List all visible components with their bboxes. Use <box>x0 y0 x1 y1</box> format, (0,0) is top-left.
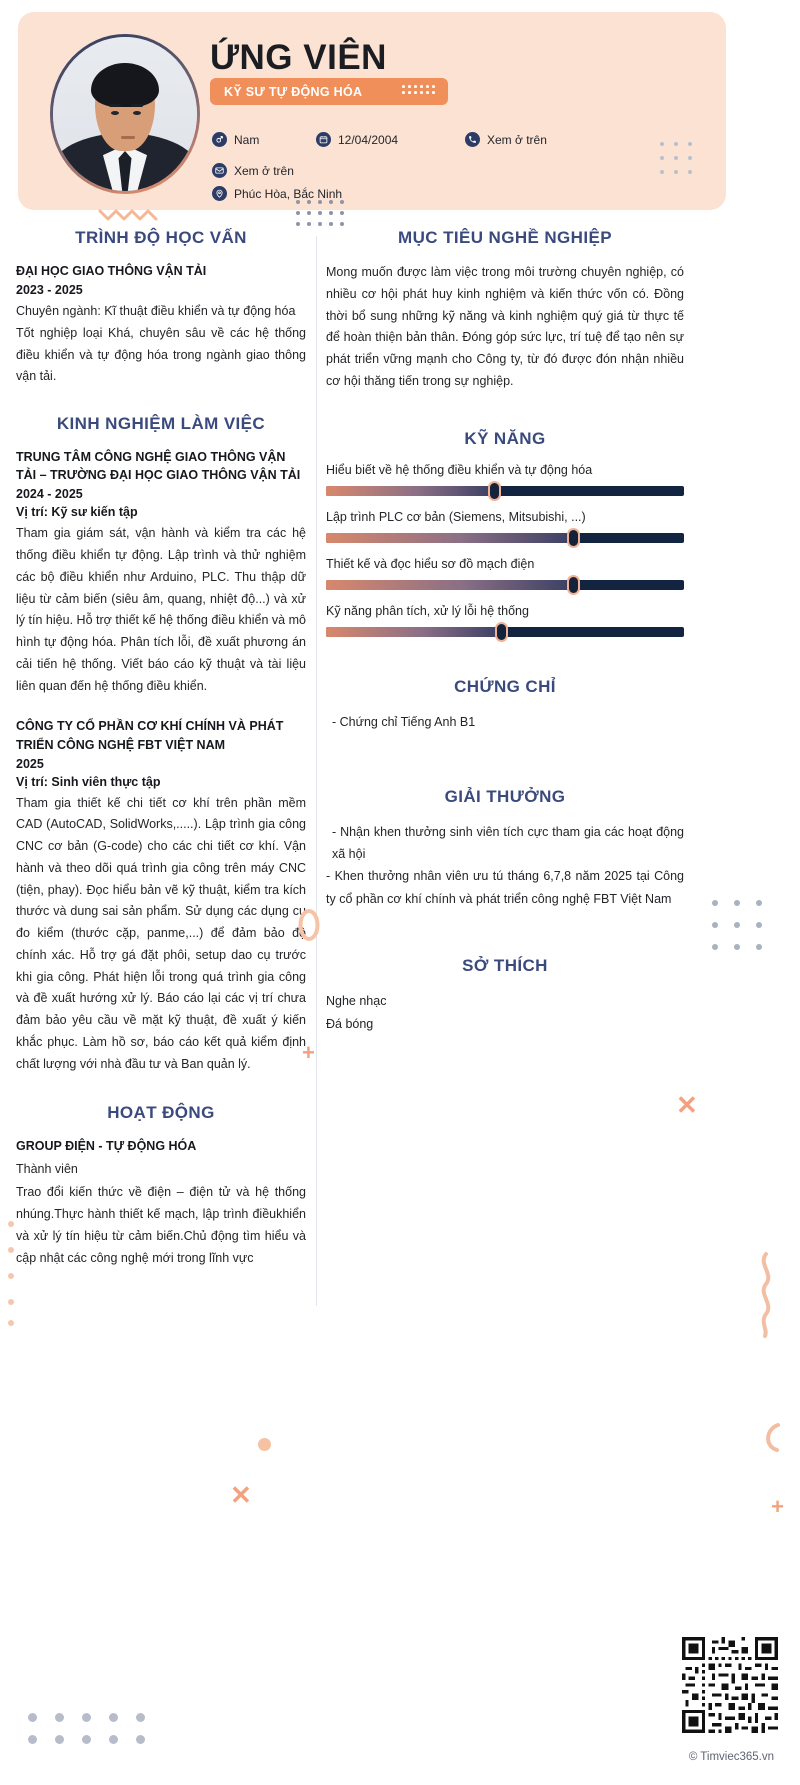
experience-title: KINH NGHIỆM LÀM VIỆC <box>56 414 266 434</box>
contact-phone[interactable] <box>465 132 547 147</box>
activity-description: Trao đổi kiến thức về điện – điện tử và hệ thống nhúng.Thực hành thiết kế mạch, lập trình điềukhiển và xử lý tín hiệu từ cảm biến.Chủ động tìm hiểu và cập nhật các công nghệ mới trong lĩnh vực <box>16 1185 306 1265</box>
section-activities <box>16 1103 306 1269</box>
location-icon <box>212 186 227 201</box>
plus-decoration-bottom-right: + <box>771 1494 784 1519</box>
activities-title: HOẠT ĐỘNG <box>107 1103 215 1123</box>
award-item: - Nhận khen thưởng sinh viên tích cực tham gia các hoạt động xã hội <box>332 824 684 861</box>
experience-date: 2025 <box>16 756 44 771</box>
left-dots-decoration <box>6 1218 16 1333</box>
skill-fill <box>326 580 573 590</box>
contact-address <box>212 186 342 201</box>
left-column <box>16 228 306 1295</box>
contact-email-value: Xem ở trên <box>234 163 294 178</box>
mail-icon <box>212 163 227 178</box>
calendar-icon <box>316 132 331 147</box>
section-experience <box>16 414 306 1075</box>
x-decoration-mid-right: ✕ <box>676 1090 698 1120</box>
avatar <box>50 34 200 194</box>
section-education <box>16 228 306 388</box>
skill-item <box>326 604 684 637</box>
skill-fill <box>326 486 494 496</box>
avatar-photo <box>53 37 197 191</box>
skill-item <box>326 463 684 496</box>
hobby-item: Đá bóng <box>326 1016 374 1031</box>
experience-date: 2024 - 2025 <box>16 487 83 502</box>
skill-knob[interactable] <box>567 575 580 595</box>
site-credit: © Timviec365.vn <box>688 1751 774 1763</box>
header-dots-decoration <box>660 142 702 184</box>
skill-item <box>326 557 684 590</box>
skill-fill <box>326 627 501 637</box>
contact-gender-value: Nam <box>234 132 260 147</box>
objective-title: MỤC TIÊU NGHỀ NGHIỆP <box>398 228 612 247</box>
job-title-badge <box>210 78 448 105</box>
awards-dots-decoration <box>712 900 778 966</box>
experience-company: TRUNG TÂM CÔNG NGHỆ GIAO THÔNG VẬN TẢI – TRƯỜNG ĐẠI HỌC GIAO THÔNG VẬN TẢI <box>16 450 301 483</box>
experience-position: Vị trí: Sinh viên thực tập <box>16 774 161 789</box>
contact-email[interactable] <box>212 163 294 178</box>
candidate-name: ỨNG VIÊN <box>210 38 387 77</box>
education-detail: Tốt nghiệp loại Khá, chuyên sâu về các hệ thống điều khiển và tự động hóa trong ngành giao thông vận tải. <box>16 325 306 384</box>
experience-position: Vị trí: Kỹ sư kiến tập <box>16 505 138 520</box>
skill-label: Hiểu biết về hệ thống điều khiển và tự động hóa <box>326 462 593 477</box>
objective-text: Mong muốn được làm việc trong môi trường chuyên nghiệp, có nhiều cơ hội phát huy kinh nghiệm và kiến thức vốn có. Đồng thời bổ sung những kỹ năng và kinh nghiệm quý giá từ thực tế để hoàn thiện bản thân. Đóng góp sức lực, trí tuệ để tạo nên sự phát triển vững mạnh cho Công ty, từ đó được đón nhận nhiều cơ hội thăng tiến trong sự nghiệp. <box>326 265 684 388</box>
certificate-item: - Chứng chỉ Tiếng Anh B1 <box>332 714 476 729</box>
job-title-label: KỸ SƯ TỰ ĐỘNG HÓA <box>224 84 363 99</box>
skill-label: Thiết kế và đọc hiểu sơ đồ mạch điện <box>326 556 535 571</box>
section-objective <box>326 228 684 393</box>
experience-description: Tham gia giám sát, vận hành và kiểm tra các hệ thống điều khiển tự động. Lập trình và thử nghiệm các bộ điều khiển như Arduino, PLC. Thu thập dữ liệu từ cảm biến (siêu âm, quang, nhiệt độ...) và xử lý tín hiệu. Hỗ trợ thiết kế hệ thống điều khiển và mô hình tự động hóa. Phân tích lỗi, đề xuất phương án cải tiến hệ thống. Viết báo cáo kỹ thuật và tài liệu liên quan đến hệ thống điều khiển. <box>16 526 306 693</box>
contact-address-value: Phúc Hòa, Bắc Ninh <box>234 186 343 201</box>
plus-decoration-right: + <box>302 1040 315 1065</box>
x-decoration-bottom: ✕ <box>230 1480 252 1510</box>
skill-label: Lập trình PLC cơ bản (Siemens, Mitsubishi, ...) <box>326 509 586 524</box>
contact-dob-value: 12/04/2004 <box>338 132 399 147</box>
activity-org: GROUP ĐIỆN - TỰ ĐỘNG HÓA <box>16 1139 197 1154</box>
skill-slider[interactable] <box>326 486 684 496</box>
experience-company: CÔNG TY CỔ PHẦN CƠ KHÍ CHÍNH VÀ PHÁT TRIỂN CÔNG NGHỆ FBT VIỆT NAM <box>16 719 284 752</box>
skill-label: Kỹ năng phân tích, xử lý lỗi hệ thống <box>326 603 529 618</box>
zigzag-decoration <box>98 208 160 227</box>
qr-code[interactable] <box>682 1637 778 1733</box>
badge-dots-decoration <box>402 85 438 97</box>
skill-fill <box>326 533 573 543</box>
skill-knob[interactable] <box>488 481 501 501</box>
contact-dob <box>316 132 398 147</box>
awards-title: GIẢI THƯỞNG <box>444 786 566 806</box>
hobbies-title: SỞ THÍCH <box>462 955 548 975</box>
column-divider <box>316 236 317 1306</box>
section-skills <box>326 429 684 637</box>
comma-decoration-right <box>760 1420 784 1459</box>
skills-title: KỸ NĂNG <box>464 428 546 448</box>
education-date: 2023 - 2025 <box>16 283 83 298</box>
education-title: TRÌNH ĐỘ HỌC VẤN <box>75 228 247 247</box>
skill-slider[interactable] <box>326 627 684 637</box>
skill-knob[interactable] <box>495 622 508 642</box>
section-hobbies <box>326 956 684 1036</box>
cv-header <box>18 12 726 210</box>
certificates-title: CHỨNG CHỈ <box>454 676 556 696</box>
hobby-item: Nghe nhạc <box>326 993 387 1008</box>
gender-icon <box>212 132 227 147</box>
activity-role: Thành viên <box>16 1161 78 1176</box>
wave-decoration-right <box>754 1250 776 1345</box>
section-awards <box>326 787 684 910</box>
skill-item <box>326 510 684 543</box>
education-school: ĐẠI HỌC GIAO THÔNG VẬN TẢI <box>16 264 207 278</box>
experience-item <box>16 448 306 697</box>
award-item: - Khen thưởng nhân viên ưu tú tháng 6,7,8 năm 2025 tại Công ty cổ phần cơ khí chính và phát triển công nghệ FBT Việt Nam <box>326 869 684 906</box>
phone-icon <box>465 132 480 147</box>
skill-slider[interactable] <box>326 580 684 590</box>
contact-gender <box>212 132 259 147</box>
section-certificates <box>326 677 684 733</box>
education-major: Chuyên ngành: Kĩ thuật điều khiển và tự động hóa <box>16 304 296 319</box>
right-column <box>326 228 684 1062</box>
experience-description: Tham gia thiết kế chi tiết cơ khí trên phần mềm CAD (AutoCAD, SolidWorks,.....). Lập trình gia công CNC cơ bản (G-code) cho các chi tiết cơ khí. Vận hành và theo dõi quá trình gia công trên máy CNC (tiện, phay). Đọc hiểu bản vẽ kỹ thuật, kiểm tra kích thước và dung sai sản phẩm. Sử dụng các dụng cụ đo kiểm (thước cặp, panme,...) để đảm bảo độ chính xác. Hỗ trợ gá đặt phôi, setup dao cụ trước khi gia công. Phát hiện lỗi trong quá trình gia công và đề xuất hướng xử lý. Báo cáo lại các vị trí chưa đảm bảo yêu cầu về mặt kỹ thuật, đề xuất ý kiến khắc phục. Làm hồ sơ, báo cáo kết quả kiểm định chất lượng với nhà đầu tư và Ban quản lý. <box>16 795 306 1071</box>
footer-dots-decoration <box>28 1713 163 1757</box>
experience-item <box>16 717 306 1075</box>
dot-decoration-bottom-mid <box>258 1438 271 1451</box>
skill-knob[interactable] <box>567 528 580 548</box>
contact-phone-value: Xem ở trên <box>487 132 547 147</box>
skill-slider[interactable] <box>326 533 684 543</box>
